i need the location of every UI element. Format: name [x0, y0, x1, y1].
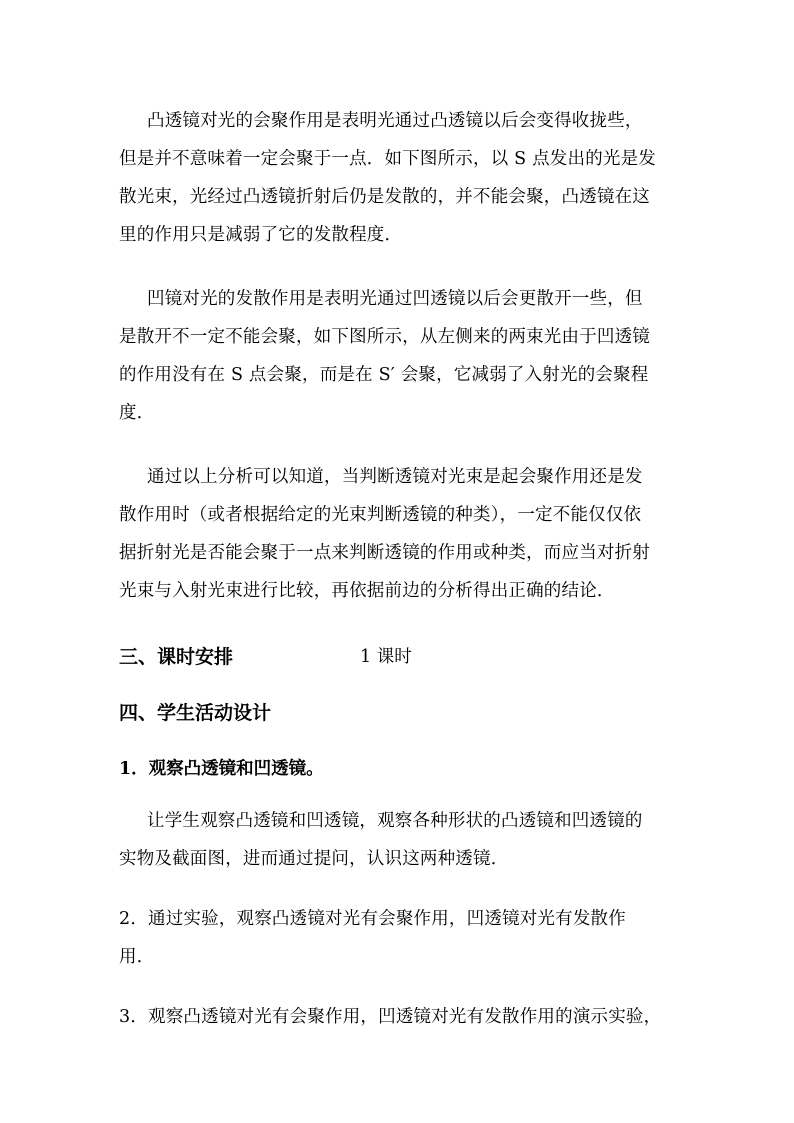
paragraph-1-line-2: 但是并不意味着一定会聚于一点．如下图所示，以 S 点发出的光是发 — [119, 149, 657, 169]
item-1-title: 1．观察凸透镜和凹透镜。 — [119, 759, 324, 779]
paragraph-1-line-3: 散光束，光经过凸透镜折射后仍是发散的，并不能会聚，凸透镜在这 — [119, 187, 650, 207]
section-3-title: 三、课时安排 — [119, 646, 234, 668]
item-1-line-2: 实物及截面图，进而通过提问，认识这两种透镜． — [119, 849, 509, 869]
item-2-line-1: 2．通过实验，观察凸透镜对光有会聚作用，凹透镜对光有发散作 — [119, 909, 626, 929]
paragraph-2-line-3: 的作用没有在 S 点会聚，而是在 S′ 会聚，它减弱了入射光的会聚程 — [119, 365, 649, 385]
item-1-line-1: 让学生观察凸透镜和凹透镜，观察各种形状的凸透镜和凹透镜的 — [147, 811, 643, 831]
paragraph-2-line-1: 凹镜对光的发散作用是表明光通过凹透镜以后会更散开一些，但 — [147, 289, 643, 309]
paragraph-2-line-2: 是散开不一定不能会聚，如下图所示，从左侧来的两束光由于凹透镜 — [119, 327, 650, 347]
paragraph-2-line-4: 度． — [119, 403, 155, 423]
section-3-duration: 1 课时 — [360, 647, 412, 667]
paragraph-1-line-1: 凸透镜对光的会聚作用是表明光通过凸透镜以后会变得收拢些， — [147, 111, 643, 131]
item-2-line-2: 用． — [119, 947, 155, 967]
item-3-line-1: 3．观察凸透镜对光有会聚作用，凹透镜对光有发散作用的演示实验， — [119, 1007, 662, 1027]
section-4-title: 四、学生活动设计 — [119, 702, 272, 724]
paragraph-1-line-4: 里的作用只是减弱了它的发散程度． — [119, 225, 403, 245]
paragraph-3-line-2: 散作用时（或者根据给定的光束判断透镜的种类），一定不能仅仅依 — [119, 505, 642, 525]
paragraph-3-line-1: 通过以上分析可以知道，当判断透镜对光束是起会聚作用还是发 — [147, 467, 643, 487]
paragraph-3-line-4: 光束与入射光束进行比较，再依据前边的分析得出正确的结论． — [119, 581, 615, 601]
paragraph-3-line-3: 据折射光是否能会聚于一点来判断透镜的作用或种类，而应当对折射 — [119, 543, 650, 563]
